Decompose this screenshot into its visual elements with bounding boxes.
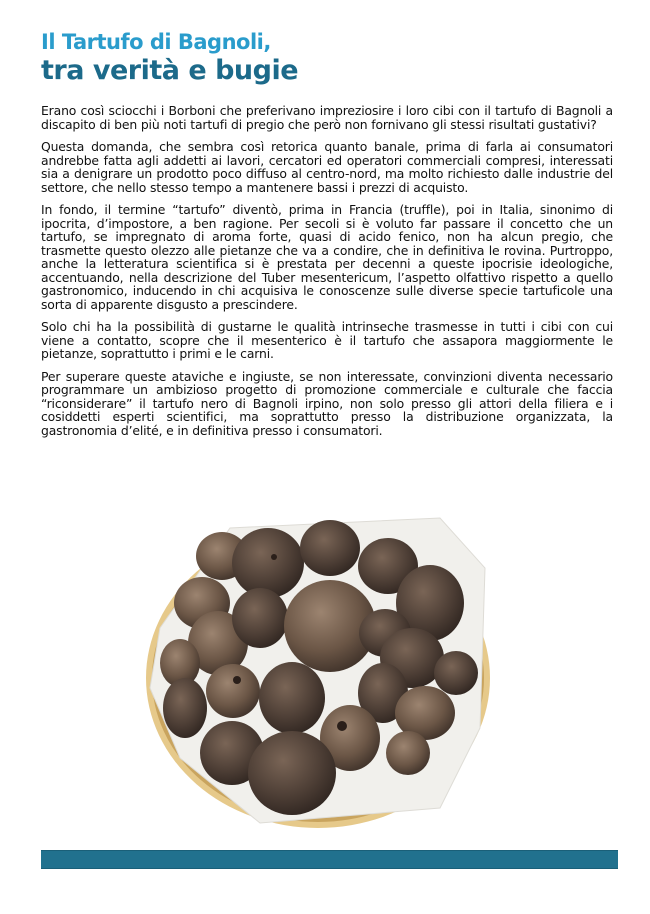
paragraph-1: Erano così sciocchi i Borboni che preferivano impreziosire i loro cibi con il tartufo di Bagnoli a discapito di ben più noti tartufi di pregio che però non fornivano gli stessi risultati gustativi? [41,103,613,132]
footer-bar [41,850,618,869]
paragraph-2: Questa domanda, che sembra così retorica quanto banale, prima di farla ai consumatori andrebbe fatta agli addetti ai lavori, cercatori ed operatori commerciali compresi, interessati sia a denigrare un prodotto poco diffuso al centro-nord, ma molto richiesto dalle industrie del settore, che nello stesso tempo a mantenere bassi i prezzi di acquisto. [41,139,613,195]
title-line-1: Il Tartufo di Bagnoli, [41,30,271,54]
article-title [41,30,298,86]
paragraph-5: Per superare queste ataviche e ingiuste, se non interessate, convinzioni diventa necessario programmare un ambizioso progetto di promozione commerciale e culturale che faccia “riconsiderare” il tartufo nero di Bagnoli irpino, non solo presso gli attori della filiera e i cosiddetti esperti scientifici, ma soprattutto presso la distribuzione organizzata, la gastronomia d’elité, e in definitiva presso i consumatori. [41,368,613,438]
paragraph-4: Solo chi ha la possibilità di gustarne le qualità intrinseche trasmesse in tutti i cibi con cui viene a contatto, scopre che il mesenterico è il tartufo che assapora maggiormente le pietanze, soprattutto i primi e le carni. [41,319,613,361]
article-body [41,104,613,446]
truffle-basket-photo [140,508,502,836]
title-line-2: tra verità e bugie [41,55,299,86]
paragraph-3: In fondo, il termine “tartufo” diventò, prima in Francia (truffle), poi in Italia, sinonimo di ipocrita, d’impostore, a ben ragione. Per secoli si è voluto far passare il concetto che un tartufo, se impregnato di aroma forte, quasi di acido fenico, non ha alcun pregio, che trasmette questo olezzo alle pietanze che va a condire, che in definitiva le rovina. Purtroppo, anche la letteratura scientifica si è prestata per decenni a queste ipocrisie ideologiche, accentuando, nella descrizione del Tuber mesentericum, l’aspetto olfattivo rispetto a quello gastronomico, inducendo in chi acquisiva le conoscenze sulle diverse specie tartuficole una sorta di apparente disgusto a prescindere. [41,202,613,312]
